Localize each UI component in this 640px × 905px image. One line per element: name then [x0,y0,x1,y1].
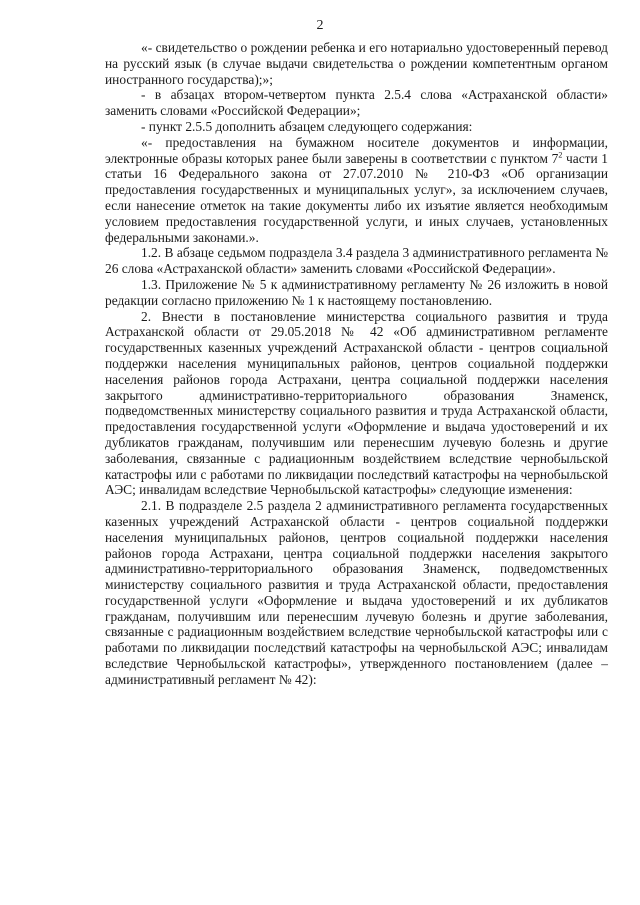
paragraph-2-1: 2.1. В подразделе 2.5 раздела 2 административного регламента государственных казенных учреждений Астраханской области - центров социальной поддержки населения муниципальных районов, центров социальной поддержки населения районов города Астрахани, центра социальной поддержки населения закрытого административно-территориального образования Знаменск, подведомственных министерству социального развития и труда Астраханской области, предоставления государственной услуги «Оформление и выдача удостоверений и их дубликатов гражданам, получившим или перенесшим лучевую болезнь и другие заболевания, связанные с радиационным воздействием вследствие чернобыльской катастрофы или с работами по ликвидации последствий катастрофы на чернобыльской АЭС; инвалидам вследствие Чернобыльской катастрофы», утвержденного постановлением (далее – административный регламент № 42): [105,498,608,687]
document-body [105,40,608,688]
paragraph-2: 2. Внести в постановление министерства социального развития и труда Астраханской области от 29.05.2018 № 42 «Об административном регламенте государственных казенных учреждений Астраханской области - центров социальной поддержки населения муниципальных районов, центров социальной поддержки населения районов города Астрахани, центра социальной поддержки населения закрытого административно-территориального образования Знаменск, подведомственных министерству социального развития и труда Астраханской области, предоставления государственной услуги «Оформление и выдача удостоверений и их дубликатов гражданам, получившим или перенесшим лучевую болезнь и другие заболевания, связанные с радиационным воздействием вследствие чернобыльской катастрофы или с работами по ликвидации последствий катастрофы на чернобыльской АЭС; инвалидам вследствие Чернобыльской катастрофы» следующие изменения: [105,308,608,498]
page-number: 2 [316,18,324,33]
paragraph-item-2-5-5: - пункт 2.5.5 дополнить абзацем следующего содержания: [141,118,473,134]
paragraph-paper-documents [105,135,608,246]
paragraph-item-2-5-4: - в абзацах втором-четвертом пункта 2.5.4 слова «Астраханской области» заменить словами «Российской Федерации»; [105,87,608,119]
paragraph-paper-documents-start: «- предоставления на бумажном носителе документов и информации, электронные образы которых ранее были заверены в соответствии с пунктом 7 [105,134,608,166]
paragraph-paper-documents-end: части 1 статьи 16 Федерального закона от 27.07.2010 № 210-ФЗ «Об организации предоставления государственных и муниципальных услуг», за исключением случаев, если нанесение отметок на такие документы либо их изъятие является необходимым условием предоставления государственной услуги, и иных случаев, установленных федеральными законами.». [105,150,609,245]
paragraph-birth-certificate: «- свидетельство о рождении ребенка и его нотариально удостоверенный перевод на русский язык (в случае выдачи свидетельства о рождении компетентным органом иностранного государства);»; [105,40,608,87]
superscript-number: 2 [558,150,563,160]
paragraph-1-2: 1.2. В абзаце седьмом подраздела 3.4 раздела 3 административного регламента № 26 слова «Астраханской области» заменить словами «Российской Федерации». [105,245,608,277]
paragraph-1-3: 1.3. Приложение № 5 к административному регламенту № 26 изложить в новой редакции согласно приложению № 1 к настоящему постановлению. [105,276,608,308]
